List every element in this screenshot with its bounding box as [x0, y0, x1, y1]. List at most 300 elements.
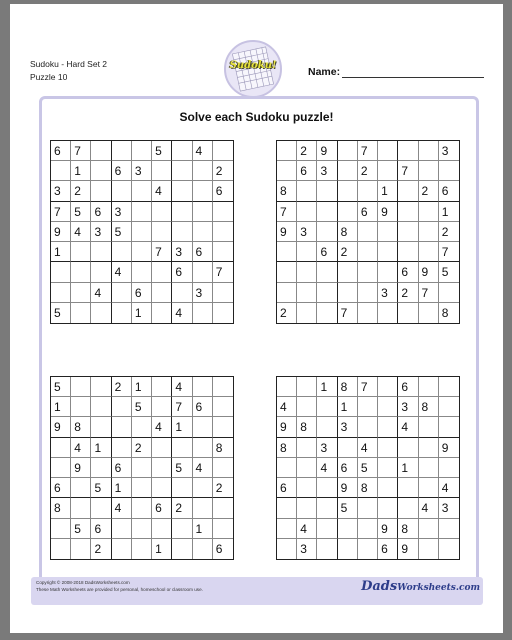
sudoku-empty-cell[interactable] [51, 262, 71, 282]
sudoku-empty-cell[interactable] [419, 519, 439, 539]
sudoku-given-cell: 7 [277, 202, 297, 222]
sudoku-empty-cell[interactable] [172, 202, 192, 222]
sudoku-given-cell: 1 [439, 202, 459, 222]
sudoku-empty-cell[interactable] [297, 202, 317, 222]
sudoku-empty-cell[interactable] [419, 458, 439, 478]
sudoku-empty-cell[interactable] [51, 539, 71, 559]
sudoku-given-cell: 7 [213, 262, 233, 282]
sudoku-given-cell: 8 [277, 181, 297, 201]
sudoku-given-cell: 9 [71, 458, 91, 478]
sudoku-given-cell: 8 [51, 498, 71, 518]
sudoku-empty-cell[interactable] [378, 262, 398, 282]
sudoku-logo [224, 40, 282, 98]
sudoku-empty-cell[interactable] [172, 283, 192, 303]
sudoku-given-cell: 4 [277, 397, 297, 417]
sudoku-empty-cell[interactable] [152, 377, 172, 397]
sudoku-empty-cell[interactable] [172, 438, 192, 458]
sudoku-empty-cell[interactable] [378, 303, 398, 323]
sudoku-empty-cell[interactable] [193, 478, 213, 498]
sudoku-empty-cell[interactable] [193, 539, 213, 559]
sudoku-given-cell: 6 [317, 242, 337, 262]
sudoku-given-cell: 6 [172, 262, 192, 282]
sudoku-empty-cell[interactable] [398, 498, 418, 518]
sudoku-given-cell: 3 [378, 283, 398, 303]
sudoku-empty-cell[interactable] [91, 262, 111, 282]
sudoku-given-cell: 8 [398, 519, 418, 539]
sudoku-empty-cell[interactable] [419, 478, 439, 498]
sudoku-empty-cell[interactable] [277, 141, 297, 161]
sudoku-given-cell: 4 [172, 303, 192, 323]
sudoku-given-cell: 8 [338, 222, 358, 242]
sudoku-empty-cell[interactable] [358, 181, 378, 201]
sudoku-given-cell: 8 [277, 438, 297, 458]
sudoku-given-cell: 3 [317, 161, 337, 181]
sudoku-given-cell: 5 [51, 303, 71, 323]
sudoku-empty-cell[interactable] [297, 438, 317, 458]
sudoku-given-cell: 9 [378, 519, 398, 539]
sudoku-empty-cell[interactable] [152, 262, 172, 282]
sudoku-given-cell: 3 [398, 397, 418, 417]
sudoku-given-cell: 6 [112, 161, 132, 181]
sudoku-given-cell: 6 [51, 478, 71, 498]
sudoku-empty-cell[interactable] [398, 141, 418, 161]
logo-text: Sudoku! [229, 60, 277, 71]
sudoku-empty-cell[interactable] [91, 161, 111, 181]
sudoku-given-cell: 1 [338, 397, 358, 417]
sudoku-given-cell: 2 [213, 478, 233, 498]
sudoku-empty-cell[interactable] [152, 202, 172, 222]
sudoku-empty-cell[interactable] [51, 438, 71, 458]
sudoku-given-cell: 4 [112, 262, 132, 282]
sudoku-empty-cell[interactable] [193, 417, 213, 437]
sudoku-empty-cell[interactable] [398, 242, 418, 262]
sudoku-given-cell: 4 [193, 141, 213, 161]
sudoku-empty-cell[interactable] [439, 458, 459, 478]
sudoku-given-cell: 6 [378, 539, 398, 559]
sudoku-empty-cell[interactable] [152, 397, 172, 417]
sudoku-empty-cell[interactable] [172, 478, 192, 498]
sudoku-empty-cell[interactable] [91, 498, 111, 518]
sudoku-empty-cell[interactable] [51, 458, 71, 478]
sudoku-given-cell: 4 [297, 519, 317, 539]
sudoku-given-cell: 6 [398, 377, 418, 397]
sudoku-given-cell: 7 [439, 242, 459, 262]
sudoku-empty-cell[interactable] [91, 417, 111, 437]
sudoku-empty-cell[interactable] [378, 498, 398, 518]
sudoku-given-cell: 2 [213, 161, 233, 181]
sudoku-grid-4 [276, 376, 460, 560]
sudoku-empty-cell[interactable] [152, 478, 172, 498]
sudoku-given-cell: 1 [132, 303, 152, 323]
sudoku-empty-cell[interactable] [419, 417, 439, 437]
sudoku-given-cell: 1 [378, 181, 398, 201]
sudoku-empty-cell[interactable] [193, 438, 213, 458]
sudoku-empty-cell[interactable] [338, 283, 358, 303]
sudoku-given-cell: 1 [51, 242, 71, 262]
sudoku-given-cell: 5 [358, 458, 378, 478]
sudoku-empty-cell[interactable] [439, 283, 459, 303]
sudoku-empty-cell[interactable] [297, 242, 317, 262]
sudoku-empty-cell[interactable] [419, 141, 439, 161]
sudoku-empty-cell[interactable] [277, 498, 297, 518]
sudoku-empty-cell[interactable] [112, 397, 132, 417]
sudoku-empty-cell[interactable] [132, 141, 152, 161]
sudoku-empty-cell[interactable] [213, 377, 233, 397]
sudoku-empty-cell[interactable] [358, 262, 378, 282]
sudoku-given-cell: 6 [213, 181, 233, 201]
sudoku-empty-cell[interactable] [277, 539, 297, 559]
sudoku-empty-cell[interactable] [317, 539, 337, 559]
sudoku-empty-cell[interactable] [213, 417, 233, 437]
sudoku-given-cell: 5 [51, 377, 71, 397]
sudoku-given-cell: 7 [398, 161, 418, 181]
sudoku-empty-cell[interactable] [132, 498, 152, 518]
sudoku-empty-cell[interactable] [112, 519, 132, 539]
sudoku-empty-cell[interactable] [132, 242, 152, 262]
sudoku-given-cell: 5 [132, 397, 152, 417]
sudoku-given-cell: 1 [132, 377, 152, 397]
sudoku-given-cell: 3 [172, 242, 192, 262]
sudoku-empty-cell[interactable] [439, 161, 459, 181]
sudoku-empty-cell[interactable] [152, 458, 172, 478]
sudoku-empty-cell[interactable] [193, 181, 213, 201]
sudoku-empty-cell[interactable] [317, 262, 337, 282]
sudoku-empty-cell[interactable] [338, 539, 358, 559]
sudoku-empty-cell[interactable] [213, 222, 233, 242]
sudoku-empty-cell[interactable] [112, 417, 132, 437]
sudoku-empty-cell[interactable] [172, 181, 192, 201]
sudoku-empty-cell[interactable] [317, 222, 337, 242]
sudoku-given-cell: 4 [317, 458, 337, 478]
sudoku-given-cell: 8 [213, 438, 233, 458]
sudoku-empty-cell[interactable] [172, 141, 192, 161]
sudoku-given-cell: 5 [71, 202, 91, 222]
sudoku-empty-cell[interactable] [112, 242, 132, 262]
sudoku-empty-cell[interactable] [112, 539, 132, 559]
sudoku-given-cell: 4 [172, 377, 192, 397]
sudoku-empty-cell[interactable] [71, 262, 91, 282]
puzzle-number: Puzzle 10 [30, 72, 68, 82]
sudoku-given-cell: 2 [419, 181, 439, 201]
sudoku-empty-cell[interactable] [378, 242, 398, 262]
sudoku-given-cell: 7 [338, 303, 358, 323]
sudoku-empty-cell[interactable] [152, 283, 172, 303]
sudoku-empty-cell[interactable] [439, 377, 459, 397]
sudoku-empty-cell[interactable] [358, 283, 378, 303]
sudoku-empty-cell[interactable] [51, 161, 71, 181]
sudoku-empty-cell[interactable] [91, 181, 111, 201]
sudoku-empty-cell[interactable] [193, 202, 213, 222]
sudoku-empty-cell[interactable] [317, 303, 337, 323]
sudoku-empty-cell[interactable] [152, 519, 172, 539]
sudoku-empty-cell[interactable] [378, 222, 398, 242]
sudoku-given-cell: 6 [215, 541, 223, 556]
sudoku-empty-cell[interactable] [193, 377, 213, 397]
sudoku-empty-cell[interactable] [317, 181, 337, 201]
sudoku-empty-cell[interactable] [277, 161, 297, 181]
sudoku-empty-cell[interactable] [152, 161, 172, 181]
sudoku-given-cell: 3 [317, 438, 337, 458]
sudoku-given-cell: 5 [152, 141, 172, 161]
sudoku-given-cell: 8 [419, 397, 439, 417]
sudoku-given-cell: 1 [51, 397, 71, 417]
sudoku-empty-cell[interactable] [317, 397, 337, 417]
sudoku-empty-cell[interactable] [132, 202, 152, 222]
sudoku-empty-cell[interactable] [378, 478, 398, 498]
sudoku-empty-cell[interactable] [358, 397, 378, 417]
brand-logo [340, 579, 480, 594]
brand-rest: Worksheets.com [397, 583, 480, 593]
sudoku-given-cell: 2 [439, 222, 459, 242]
sudoku-empty-cell[interactable] [213, 458, 233, 478]
sudoku-empty-cell[interactable] [338, 438, 358, 458]
sudoku-given-cell: 2 [112, 377, 132, 397]
sudoku-given-cell: 1 [193, 519, 213, 539]
sudoku-empty-cell[interactable] [152, 303, 172, 323]
sudoku-given-cell: 4 [152, 181, 172, 201]
sudoku-empty-cell[interactable] [378, 161, 398, 181]
sudoku-empty-cell[interactable] [132, 539, 152, 559]
sudoku-given-cell: 2 [172, 498, 192, 518]
sudoku-given-cell: 4 [193, 458, 213, 478]
sudoku-empty-cell[interactable] [71, 478, 91, 498]
sudoku-given-cell: 3 [297, 539, 317, 559]
sudoku-empty-cell[interactable] [338, 202, 358, 222]
sudoku-empty-cell[interactable] [439, 539, 459, 559]
sudoku-given-cell: 3 [132, 161, 152, 181]
sudoku-empty-cell[interactable] [132, 519, 152, 539]
sudoku-empty-cell[interactable] [132, 181, 152, 201]
sudoku-given-cell: 3 [91, 222, 111, 242]
sudoku-empty-cell[interactable] [277, 519, 297, 539]
sudoku-empty-cell[interactable] [297, 303, 317, 323]
sudoku-empty-cell[interactable] [317, 498, 337, 518]
sudoku-given-cell: 1 [172, 417, 192, 437]
sudoku-empty-cell[interactable] [338, 181, 358, 201]
sudoku-empty-cell[interactable] [297, 478, 317, 498]
sudoku-empty-cell[interactable] [213, 202, 233, 222]
sudoku-empty-cell[interactable] [132, 458, 152, 478]
sudoku-empty-cell[interactable] [398, 478, 418, 498]
sudoku-empty-cell[interactable] [193, 498, 213, 518]
footer-text [36, 580, 203, 593]
sudoku-empty-cell[interactable] [297, 181, 317, 201]
sudoku-empty-cell[interactable] [91, 303, 111, 323]
sudoku-empty-cell[interactable] [71, 498, 91, 518]
sudoku-empty-cell[interactable] [172, 222, 192, 242]
sudoku-empty-cell[interactable] [91, 458, 111, 478]
sudoku-empty-cell[interactable] [132, 478, 152, 498]
sudoku-given-cell: 2 [132, 438, 152, 458]
sudoku-given-cell: 5 [91, 478, 111, 498]
sudoku-given-cell: 4 [152, 417, 172, 437]
sudoku-empty-cell[interactable] [338, 161, 358, 181]
sudoku-empty-cell[interactable] [112, 283, 132, 303]
sudoku-empty-cell[interactable] [91, 397, 111, 417]
sudoku-empty-cell[interactable] [172, 161, 192, 181]
sudoku-given-cell: 3 [112, 202, 132, 222]
sudoku-empty-cell[interactable] [297, 397, 317, 417]
sudoku-grid-1 [50, 140, 234, 324]
sudoku-empty-cell[interactable] [398, 303, 418, 323]
sudoku-empty-cell[interactable] [71, 397, 91, 417]
sudoku-empty-cell[interactable] [419, 377, 439, 397]
sudoku-given-cell: 7 [152, 242, 172, 262]
sudoku-empty-cell[interactable] [112, 438, 132, 458]
sudoku-empty-cell[interactable] [317, 417, 337, 437]
sudoku-empty-cell[interactable] [297, 458, 317, 478]
sudoku-empty-cell[interactable] [338, 262, 358, 282]
sudoku-empty-cell[interactable] [419, 539, 439, 559]
sudoku-empty-cell[interactable] [213, 303, 233, 323]
sudoku-given-cell: 9 [439, 438, 459, 458]
sudoku-empty-cell[interactable] [358, 539, 378, 559]
sudoku-empty-cell[interactable] [439, 397, 459, 417]
sudoku-empty-cell[interactable] [172, 539, 192, 559]
sudoku-empty-cell[interactable] [91, 141, 111, 161]
sudoku-given-cell: 6 [91, 202, 111, 222]
sudoku-empty-cell[interactable] [297, 377, 317, 397]
sudoku-empty-cell[interactable] [419, 202, 439, 222]
sudoku-given-cell: 5 [338, 498, 358, 518]
sudoku-given-cell: 4 [439, 478, 459, 498]
sudoku-empty-cell[interactable] [419, 242, 439, 262]
sudoku-empty-cell[interactable] [419, 222, 439, 242]
sudoku-given-cell: 7 [358, 377, 378, 397]
sudoku-empty-cell[interactable] [398, 222, 418, 242]
sudoku-given-cell: 2 [398, 283, 418, 303]
sudoku-given-cell: 8 [358, 478, 378, 498]
sudoku-empty-cell[interactable] [277, 458, 297, 478]
sudoku-empty-cell[interactable] [71, 539, 91, 559]
sudoku-empty-cell[interactable] [317, 519, 337, 539]
sudoku-empty-cell[interactable] [213, 242, 233, 262]
name-line[interactable] [342, 77, 484, 78]
usage-note: These Math Worksheets are provided for personal, homeschool or classroom use. [36, 586, 203, 592]
sudoku-empty-cell[interactable] [358, 417, 378, 437]
sudoku-given-cell: 6 [277, 478, 297, 498]
worksheet-page [10, 4, 503, 633]
sudoku-empty-cell[interactable] [152, 222, 172, 242]
sudoku-empty-cell[interactable] [277, 242, 297, 262]
sudoku-empty-cell[interactable] [419, 303, 439, 323]
sudoku-empty-cell[interactable] [213, 498, 233, 518]
sudoku-empty-cell[interactable] [152, 438, 172, 458]
sudoku-given-cell: 3 [297, 222, 317, 242]
sudoku-empty-cell[interactable] [419, 161, 439, 181]
sudoku-given-cell: 9 [378, 202, 398, 222]
sudoku-given-cell: 6 [439, 181, 459, 201]
sudoku-empty-cell[interactable] [358, 242, 378, 262]
sudoku-empty-cell[interactable] [398, 438, 418, 458]
sudoku-given-cell: 7 [51, 202, 71, 222]
sudoku-grid-2 [276, 140, 460, 324]
sudoku-given-cell: 1 [398, 458, 418, 478]
sudoku-empty-cell[interactable] [378, 458, 398, 478]
brand-main: Dads [361, 579, 398, 594]
sudoku-empty-cell[interactable] [358, 222, 378, 242]
sudoku-empty-cell[interactable] [439, 417, 459, 437]
sudoku-empty-cell[interactable] [51, 519, 71, 539]
sudoku-grid-3 [50, 376, 234, 560]
sudoku-given-cell: 6 [152, 498, 172, 518]
sudoku-empty-cell[interactable] [378, 141, 398, 161]
instructions-title: Solve each Sudoku puzzle! [179, 110, 334, 124]
sudoku-given-cell: 9 [338, 478, 358, 498]
sudoku-empty-cell[interactable] [317, 478, 337, 498]
sudoku-empty-cell[interactable] [338, 519, 358, 539]
sudoku-given-cell: 9 [51, 417, 71, 437]
sudoku-empty-cell[interactable] [419, 438, 439, 458]
sudoku-empty-cell[interactable] [193, 262, 213, 282]
sudoku-empty-cell[interactable] [193, 303, 213, 323]
sudoku-empty-cell[interactable] [277, 377, 297, 397]
sudoku-given-cell: 2 [338, 242, 358, 262]
sudoku-empty-cell[interactable] [132, 222, 152, 242]
sudoku-empty-cell[interactable] [132, 262, 152, 282]
sudoku-empty-cell[interactable] [317, 283, 337, 303]
sudoku-empty-cell[interactable] [297, 283, 317, 303]
sudoku-empty-cell[interactable] [112, 141, 132, 161]
sudoku-empty-cell[interactable] [338, 141, 358, 161]
sudoku-empty-cell[interactable] [193, 222, 213, 242]
sudoku-empty-cell[interactable] [91, 377, 111, 397]
sudoku-empty-cell[interactable] [277, 283, 297, 303]
sudoku-empty-cell[interactable] [51, 283, 71, 303]
sudoku-empty-cell[interactable] [112, 303, 132, 323]
worksheet-header-info [30, 58, 107, 84]
sudoku-empty-cell[interactable] [358, 519, 378, 539]
sudoku-given-cell: 4 [71, 438, 91, 458]
sudoku-given-cell: 4 [71, 222, 91, 242]
sudoku-empty-cell[interactable] [378, 417, 398, 437]
sudoku-empty-cell[interactable] [277, 262, 297, 282]
sudoku-empty-cell[interactable] [213, 283, 233, 303]
sudoku-given-cell: 1 [71, 161, 91, 181]
sudoku-empty-cell[interactable] [398, 202, 418, 222]
sudoku-empty-cell[interactable] [378, 377, 398, 397]
sudoku-empty-cell[interactable] [439, 519, 459, 539]
sudoku-empty-cell[interactable] [71, 303, 91, 323]
sudoku-given-cell: 9 [398, 539, 418, 559]
sudoku-empty-cell[interactable] [358, 303, 378, 323]
sudoku-empty-cell[interactable] [71, 242, 91, 262]
sudoku-empty-cell[interactable] [213, 519, 233, 539]
sudoku-given-cell: 1 [112, 478, 132, 498]
sudoku-empty-cell[interactable] [317, 202, 337, 222]
sudoku-empty-cell[interactable] [398, 181, 418, 201]
sudoku-empty-cell[interactable] [358, 498, 378, 518]
sudoku-empty-cell[interactable] [213, 141, 233, 161]
sudoku-empty-cell[interactable] [378, 438, 398, 458]
sudoku-empty-cell[interactable] [91, 242, 111, 262]
sudoku-empty-cell[interactable] [213, 397, 233, 417]
sudoku-empty-cell[interactable] [297, 262, 317, 282]
sudoku-empty-cell[interactable] [297, 498, 317, 518]
sudoku-given-cell: 4 [358, 438, 378, 458]
sudoku-empty-cell[interactable] [71, 283, 91, 303]
sudoku-empty-cell[interactable] [172, 519, 192, 539]
sudoku-given-cell: 2 [91, 539, 111, 559]
name-label: Name: [308, 66, 341, 78]
sudoku-empty-cell[interactable] [112, 181, 132, 201]
sudoku-given-cell: 2 [277, 303, 297, 323]
sudoku-empty-cell[interactable] [378, 397, 398, 417]
sudoku-empty-cell[interactable] [71, 377, 91, 397]
sudoku-empty-cell[interactable] [132, 417, 152, 437]
sudoku-empty-cell[interactable] [193, 161, 213, 181]
sudoku-given-cell: 4 [91, 283, 111, 303]
